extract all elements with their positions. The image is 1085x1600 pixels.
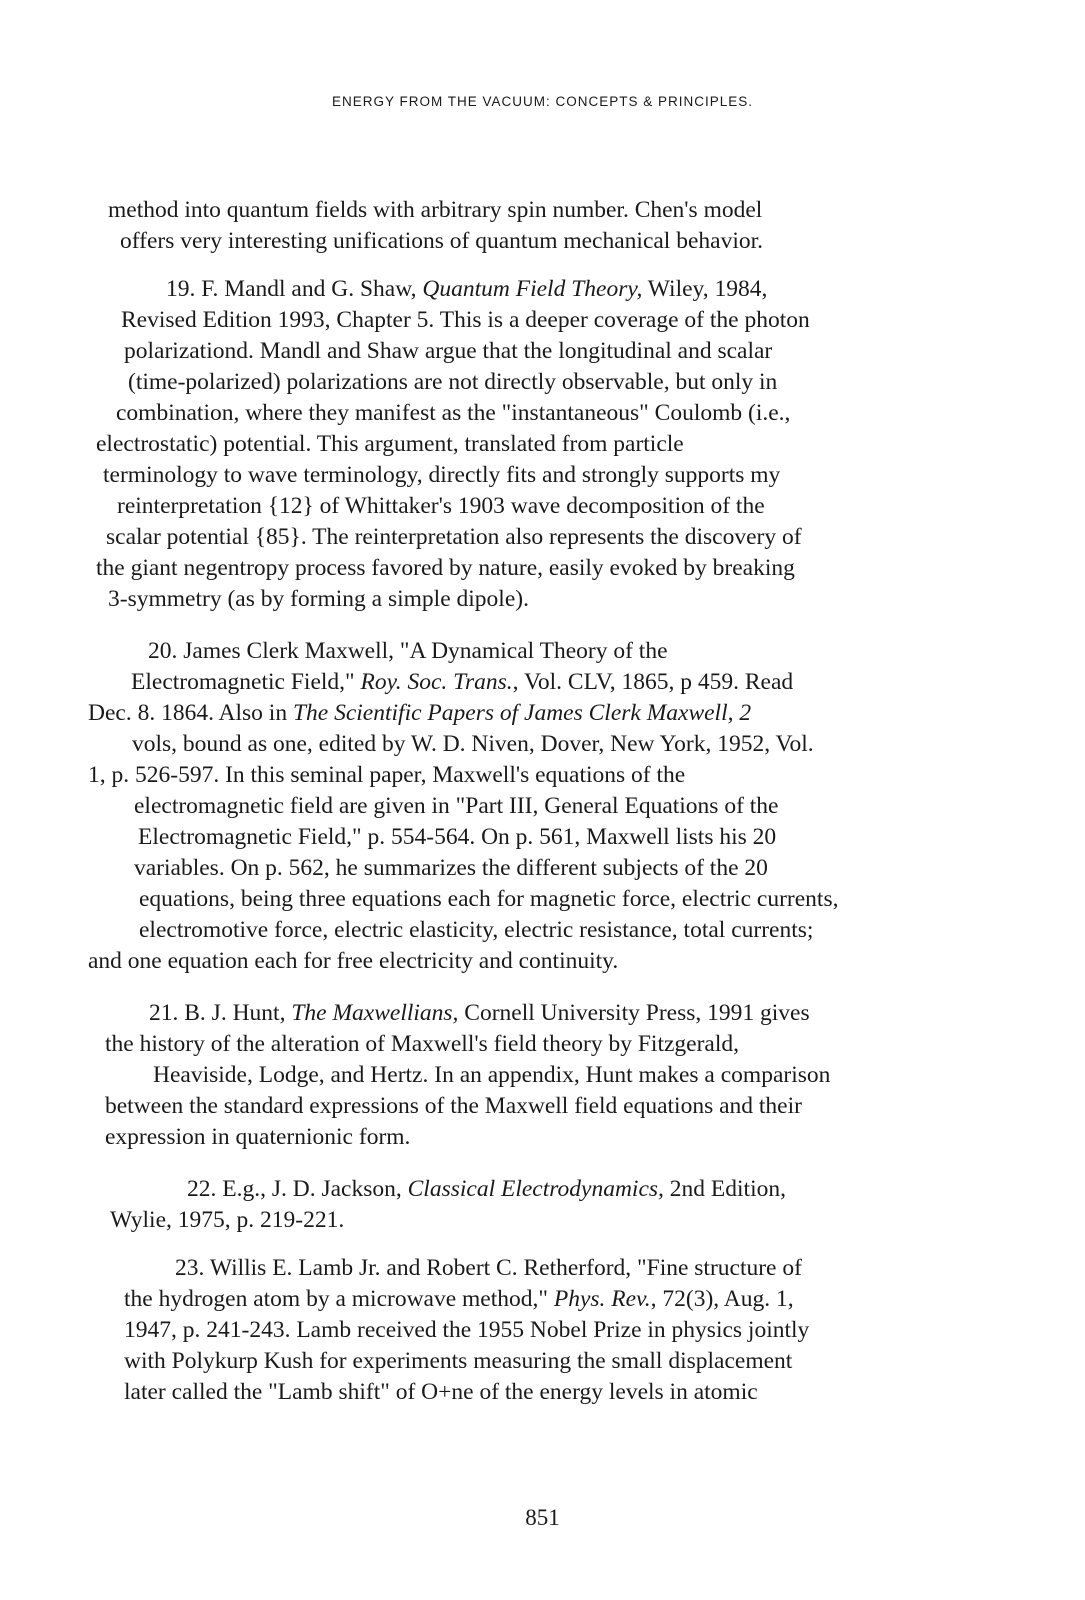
text-line: 1, p. 526-597. In this seminal paper, Maxwell's equations of the (88, 762, 686, 788)
text-line: combination, where they manifest as the "instantaneous" Coulomb (i.e., (116, 400, 791, 426)
text-run: , 72(3), Aug. 1, (650, 1286, 794, 1312)
text-line: 3-symmetry (as by forming a simple dipole). (108, 586, 529, 612)
text-line: reinterpretation {12} of Whittaker's 1903 wave decomposition of the (117, 493, 765, 519)
text-line (166, 274, 767, 304)
journal-title: Phys. Rev. (553, 1286, 651, 1312)
book-title: The Maxwellians, (291, 1000, 459, 1026)
text-line: Wylie, 1975, p. 219-221. (110, 1207, 345, 1233)
text-run: Wiley, 1984, (642, 276, 768, 302)
text-line: Electromagnetic Field," p. 554-564. On p. 561, Maxwell lists his 20 (138, 824, 777, 850)
text-line: electrostatic) potential. This argument, translated from particle (96, 431, 684, 457)
text-line: vols, bound as one, edited by W. D. Niven, Dover, New York, 1952, Vol. (132, 731, 814, 757)
text-line: and one equation each for free electricity and continuity. (88, 948, 619, 974)
text-run: 21. B. J. Hunt, (149, 1000, 292, 1026)
text-line (88, 698, 751, 728)
text-line (149, 998, 810, 1028)
text-run: Dec. 8. 1864. Also in (88, 700, 293, 726)
text-line: expression in quaternionic form. (105, 1124, 411, 1150)
text-line: offers very interesting unifications of quantum mechanical behavior. (120, 228, 764, 254)
text-run: 22. E.g., J. D. Jackson, (187, 1176, 408, 1202)
text-line: 20. James Clerk Maxwell, "A Dynamical Theory of the (148, 638, 668, 664)
text-line: electromagnetic field are given in "Part III, General Equations of the (134, 793, 779, 819)
text-line: between the standard expressions of the Maxwell field equations and their (105, 1093, 802, 1119)
text-line: with Polykurp Kush for experiments measuring the small displacement (124, 1348, 793, 1374)
text-line: equations, being three equations each for magnetic force, electric currents, (139, 886, 839, 912)
book-title: Quantum Field Theory, (422, 276, 643, 302)
text-line: later called the "Lamb shift" of O+ne of the energy levels in atomic (124, 1379, 758, 1405)
text-line: variables. On p. 562, he summarizes the different subjects of the 20 (134, 855, 768, 881)
text-line: polarizationd. Mandl and Shaw argue that the longitudinal and scalar (124, 338, 773, 364)
text-line: 1947, p. 241-243. Lamb received the 1955 Nobel Prize in physics jointly (124, 1317, 810, 1343)
text-line (187, 1174, 786, 1204)
text-line: Revised Edition 1993, Chapter 5. This is a deeper coverage of the photon (121, 307, 810, 333)
text-line: scalar potential {85}. The reinterpretation also represents the discovery of (106, 524, 802, 550)
text-line: the giant negentropy process favored by nature, easily evoked by breaking (96, 555, 795, 581)
text-line: Heaviside, Lodge, and Hertz. In an appendix, Hunt makes a comparison (153, 1062, 831, 1088)
journal-title: Roy. Soc. Trans. (360, 669, 513, 695)
text-line: (time-polarized) polarizations are not directly observable, but only in (128, 369, 778, 395)
text-line (124, 1284, 794, 1314)
text-run: 2nd Edition, (663, 1176, 786, 1202)
text-line (131, 667, 793, 697)
book-title: The Scientific Papers of James Clerk Maxwell, 2 (292, 700, 752, 726)
text-line: 23. Willis E. Lamb Jr. and Robert C. Retherford, "Fine structure of (175, 1255, 802, 1281)
text-line: terminology to wave terminology, directly fits and strongly supports my (103, 462, 781, 488)
book-title: Classical Electrodynamics, (407, 1176, 664, 1202)
text-line: method into quantum fields with arbitrary spin number. Chen's model (108, 197, 763, 223)
text-line: the history of the alteration of Maxwell's field theory by Fitzgerald, (105, 1031, 739, 1057)
text-run: , Vol. CLV, 1865, p 459. Read (512, 669, 794, 695)
text-line: electromotive force, electric elasticity, electric resistance, total currents; (139, 917, 814, 943)
text-run: 19. F. Mandl and G. Shaw, (166, 276, 423, 302)
running-head: ENERGY FROM THE VACUUM: CONCEPTS & PRINCIPLES. (331, 94, 754, 109)
text-run: Electromagnetic Field," (131, 669, 361, 695)
page-number: 851 (525, 1505, 560, 1530)
text-run: Cornell University Press, 1991 gives (458, 1000, 810, 1026)
text-run: the hydrogen atom by a microwave method," (124, 1286, 554, 1312)
